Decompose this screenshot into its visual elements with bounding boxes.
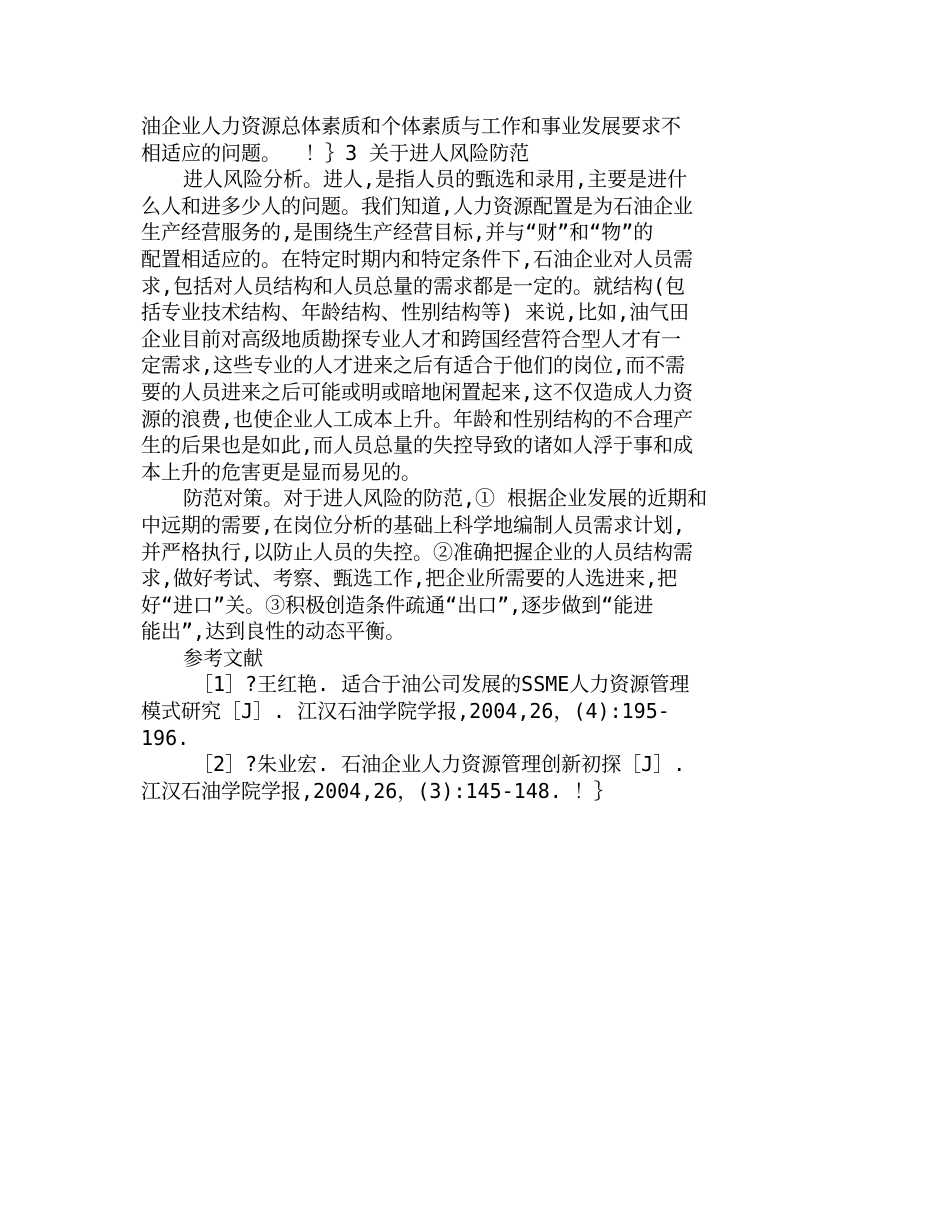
text-line: 本上升的危害更是显而易见的。	[141, 459, 421, 484]
text-line: 要的人员进来之后可能或明或暗地闲置起来,这不仅造成人力资	[141, 379, 694, 404]
text-line: 能出”,达到良性的动态平衡。	[141, 619, 406, 644]
text-line: 生产经营服务的,是围绕生产经营目标,并与“财”和“物”的	[141, 220, 654, 245]
text-line: 生的后果也是如此,而人员总量的失控导致的诸如人浮于事和成	[141, 433, 694, 458]
text-line: 油企业人力资源总体素质和个体素质与工作和事业发展要求不	[141, 114, 681, 138]
paragraph-start-line: 进人风险分析。进人,是指人员的甄选和录用,主要是进什	[183, 167, 688, 192]
text-line: 定需求,这些专业的人才进来之后有适合于他们的岗位,而不需	[141, 353, 686, 378]
references-heading: 参考文献	[183, 645, 263, 670]
reference-item: ［2］?朱业宏. 石油企业人力资源管理创新初探［J］.	[193, 752, 686, 777]
reference-item: ［1］?王红艳. 适合于油公司发展的SSME人力资源管理	[193, 672, 690, 697]
text-line: 么人和进多少人的问题。我们知道,人力资源配置是为石油企业	[141, 193, 694, 218]
text-line: 源的浪费,也使企业人工成本上升。年龄和性别结构的不合理产	[141, 406, 694, 431]
reference-item-continued: 江汉石油学院学报,2004,26，(3):145-148. ！｝	[141, 778, 614, 803]
text-line: 求,做好考试、考察、甄选工作,把企业所需要的人选进来,把	[141, 566, 678, 591]
text-line: 企业目前对高级地质勘探专业人才和跨国经营符合型人才有一	[141, 326, 681, 351]
reference-item-continued: 模式研究［J］. 江汉石油学院学报,2004,26，(4):195-	[141, 699, 670, 724]
reference-item-continued: 196.	[141, 725, 190, 750]
text-line: 并严格执行,以防止人员的失控。②准确把握企业的人员结构需	[141, 539, 694, 564]
paragraph-start-line: 防范对策。对于进人风险的防范,① 根据企业发展的近期和	[183, 486, 708, 511]
text-line: 求,包括对人员结构和人员总量的需求都是一定的。就结构(包	[141, 273, 686, 298]
text-line: 好“进口”关。③积极创造条件疏通“出口”,逐步做到“能进	[141, 592, 654, 617]
text-line: 中远期的需要,在岗位分析的基础上科学地编制人员需求计划,	[141, 512, 686, 537]
text-line: 括专业技术结构、年龄结构、性别结构等) 来说,比如,油气田	[141, 300, 690, 325]
section-heading-line: 相适应的问题。 ！｝3 关于进人风险防范	[141, 140, 530, 165]
text-line: 配置相适应的。在特定时期内和特定条件下,石油企业对人员需	[141, 246, 694, 271]
document-body	[141, 113, 751, 804]
